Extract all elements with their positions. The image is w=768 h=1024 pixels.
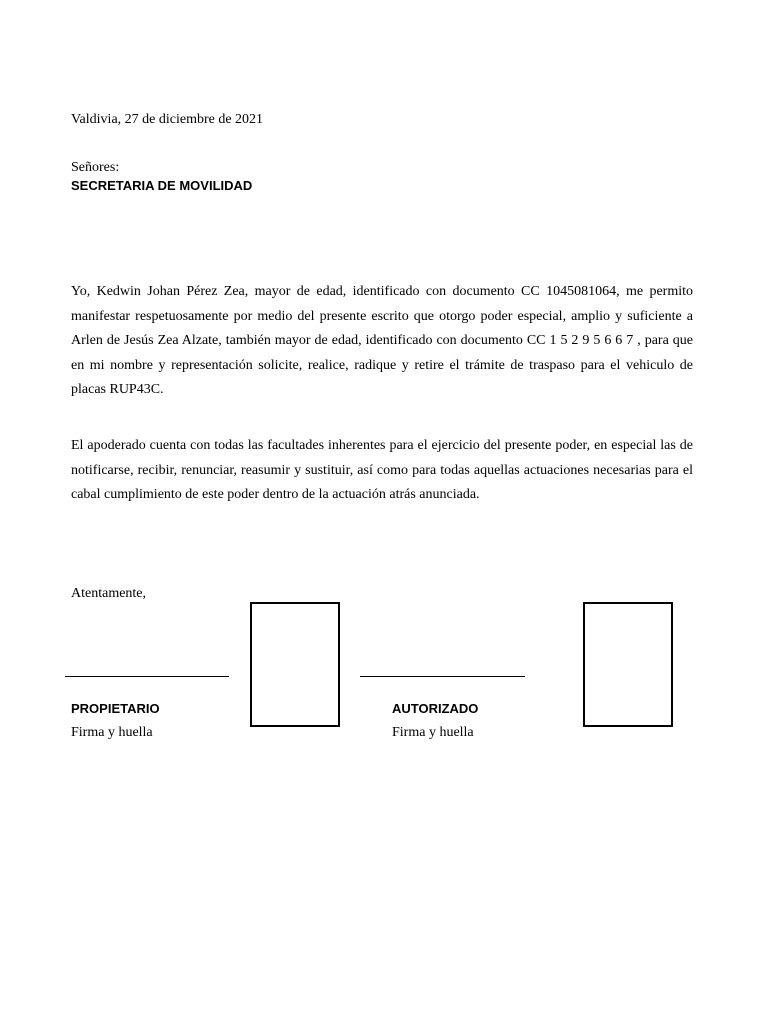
letter-date: Valdivia, 27 de diciembre de 2021: [71, 112, 264, 127]
owner-signature-line: [65, 676, 229, 677]
authorized-role-label: AUTORIZADO: [392, 701, 479, 716]
salutation: Señores:: [71, 160, 120, 175]
recipient: SECRETARIA DE MOVILIDAD: [71, 178, 253, 193]
closing: Atentamente,: [71, 586, 147, 601]
body-paragraph-faculties: El apoderado cuenta con todas las facultades inherentes para el ejercicio del presente poder, en especial las de notificarse, recibir, renunciar, reasumir y sustituir, así como para todas aquellas actuaciones necesarias para el cabal cumplimiento de este poder dentro de la actuación atrás anunciada.: [71, 438, 693, 502]
owner-fingerprint-box: [250, 602, 340, 727]
body-paragraph-power-grant: Yo, Kedwin Johan Pérez Zea, mayor de edad, identificado con documento CC 1045081064, me permito manifestar respetuosamente por medio del presente escrito que otorgo poder especial, amplio y suficiente a Arlen de Jesús Zea Alzate, también mayor de edad, identificado con documento CC 1 5 2 9 5 6 6 7 , para que en mi nombre y representación solicite, realice, radique y retire el trámite de traspaso para el vehiculo de placas RUP43C.: [71, 284, 693, 397]
owner-role-label: PROPIETARIO: [71, 701, 160, 716]
authorized-fingerprint-box: [583, 602, 673, 727]
owner-signature-caption: Firma y huella: [71, 725, 153, 740]
authorized-signature-caption: Firma y huella: [392, 725, 474, 740]
authorized-signature-line: [360, 676, 525, 677]
